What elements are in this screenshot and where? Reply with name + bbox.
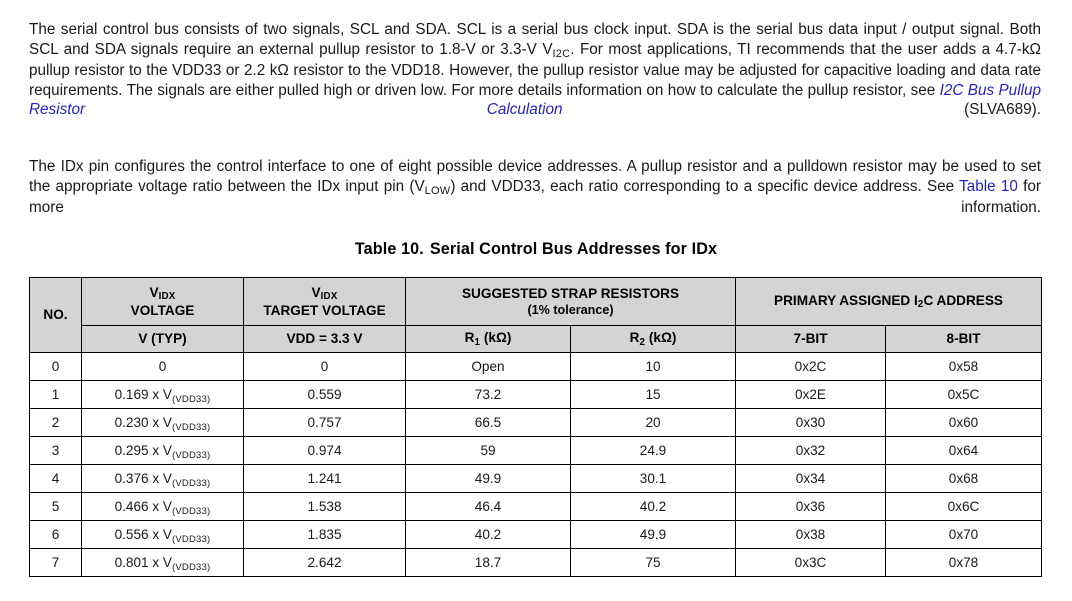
table-row [30, 521, 1042, 549]
table-caption-title: Serial Control Bus Addresses for IDx [429, 240, 718, 258]
column-header-vidx-target-voltage [244, 278, 406, 326]
cell-r1: 49.9 [406, 465, 571, 493]
cell-r2: 15 [571, 381, 736, 409]
table-header-row-secondary [30, 326, 1042, 353]
cell-vidx-voltage [82, 521, 244, 549]
table-caption [0, 240, 1072, 259]
cell-vidx-voltage-value: 0.230 x V [114, 415, 172, 430]
r1-subscript: 1 [474, 336, 481, 348]
paragraph-2-text-part-1: The IDx pin configures the control interface to one of eight possible device addresses. A pullup resistor and a pulldown resistor may be used to set the appropriate voltage ratio between the IDx input pin (V [29, 158, 1041, 195]
table-body [30, 353, 1042, 577]
cell-r2: 10 [571, 353, 736, 381]
column-subheader-v-typ: V (TYP) [82, 326, 244, 353]
cell-vidx-voltage-value: 0.295 x V [114, 443, 172, 458]
vidx-target-subscript: IDX [320, 291, 338, 303]
r2-unit: (kΩ) [645, 330, 677, 345]
cell-target-voltage: 0 [244, 353, 406, 381]
cell-8-bit: 0x64 [886, 437, 1042, 465]
r1-unit: (kΩ) [480, 330, 512, 345]
cell-target-voltage: 2.642 [244, 549, 406, 577]
column-subheader-vdd: VDD = 3.3 V [244, 326, 406, 353]
cell-8-bit: 0x78 [886, 549, 1042, 577]
cell-no: 0 [30, 353, 82, 381]
cell-vidx-voltage-subscript: (VDD33) [172, 449, 211, 461]
cell-target-voltage: 0.974 [244, 437, 406, 465]
cell-no: 6 [30, 521, 82, 549]
subscript-low: LOW [424, 184, 451, 197]
cell-vidx-voltage-subscript: (VDD33) [172, 421, 211, 433]
column-header-vidx-target-line2: TARGET VOLTAGE [263, 302, 386, 318]
r2-subscript: 2 [639, 336, 646, 348]
cell-vidx-voltage [82, 381, 244, 409]
paragraph-1-text-part-2: . For most applications, TI recommends that the user adds a 4.7-kΩ pullup resistor to the VDD33 or 2.2 kΩ resistor to the VDD18. However, the pullup resistor value may be adjusted for capacitive loading and data rate requirements. The signals are either pulled high or driven low. For more details information on how to calculate the pullup resistor, see [29, 40, 1041, 99]
paragraph-idx-pin-addresses [29, 157, 1041, 237]
cell-target-voltage: 1.538 [244, 493, 406, 521]
cell-8-bit: 0x70 [886, 521, 1042, 549]
cell-7-bit: 0x30 [736, 409, 886, 437]
paragraph-serial-control-bus [29, 20, 1041, 140]
cell-r1: Open [406, 353, 571, 381]
column-header-vidx-target-line1 [244, 285, 405, 303]
cell-target-voltage: 1.835 [244, 521, 406, 549]
cell-vidx-voltage-subscript: (VDD33) [172, 393, 211, 405]
cell-8-bit: 0x5C [886, 381, 1042, 409]
address-header-subscript: 2 [917, 299, 924, 311]
strap-resistors-line1: SUGGESTED STRAP RESISTORS [461, 285, 680, 301]
cell-target-voltage: 0.757 [244, 409, 406, 437]
column-subheader-r1 [406, 326, 571, 353]
paragraph-1-text-part-1: The serial control bus consists of two signals, SCL and SDA. SCL is a serial bus clock input. SDA is the serial bus data input / output signal. Both SCL and SDA signals require an external pullup resistor to 1.8-V or 3.3-V V [29, 21, 1041, 58]
paragraph-1-text-part-3: (SLVA689). [562, 101, 1041, 119]
cell-8-bit: 0x68 [886, 465, 1042, 493]
cell-target-voltage: 1.241 [244, 465, 406, 493]
cell-r2: 30.1 [571, 465, 736, 493]
strap-resistors-tolerance: (1% tolerance) [527, 302, 614, 317]
cell-vidx-voltage-value: 0.801 x V [114, 555, 172, 570]
cell-r1: 46.4 [406, 493, 571, 521]
cell-8-bit: 0x6C [886, 493, 1042, 521]
column-header-no: NO. [30, 278, 82, 353]
cell-no: 7 [30, 549, 82, 577]
cell-vidx-voltage-subscript: (VDD33) [172, 477, 211, 489]
table-row [30, 381, 1042, 409]
link-i2c-bus-pullup-resistor-calculation[interactable]: I2C Bus Pullup Resistor Calculation [29, 81, 1042, 119]
paragraph-2-text-part-2: ) and VDD33, each ratio corresponding to a specific device address. See [450, 177, 960, 195]
cell-no: 3 [30, 437, 82, 465]
link-table-10[interactable]: Table 10 [959, 177, 1018, 195]
column-header-suggested-strap-resistors [406, 278, 736, 326]
cell-7-bit: 0x32 [736, 437, 886, 465]
cell-8-bit: 0x60 [886, 409, 1042, 437]
cell-no: 5 [30, 493, 82, 521]
column-subheader-8-bit: 8-BIT [886, 326, 1042, 353]
cell-no: 1 [30, 381, 82, 409]
subscript-i2c: I2C [552, 47, 571, 60]
cell-vidx-voltage-subscript: (VDD33) [172, 505, 211, 517]
cell-vidx-voltage-subscript: (VDD33) [172, 533, 211, 545]
r2-glyph: R [629, 330, 640, 345]
cell-7-bit: 0x34 [736, 465, 886, 493]
cell-7-bit: 0x38 [736, 521, 886, 549]
column-header-vidx-voltage [82, 278, 244, 326]
table-header-row-primary [30, 278, 1042, 326]
address-header-suffix: C ADDRESS [923, 292, 1003, 308]
column-header-vidx-voltage-line1 [82, 285, 243, 303]
cell-vidx-voltage [82, 465, 244, 493]
cell-no: 2 [30, 409, 82, 437]
cell-7-bit: 0x36 [736, 493, 886, 521]
vidx-v-glyph: V [149, 284, 159, 300]
cell-r1: 66.5 [406, 409, 571, 437]
cell-7-bit: 0x2C [736, 353, 886, 381]
table-row [30, 437, 1042, 465]
column-subheader-r2 [571, 326, 736, 353]
cell-r1: 59 [406, 437, 571, 465]
cell-vidx-voltage-value: 0.376 x V [114, 471, 172, 486]
cell-r1: 18.7 [406, 549, 571, 577]
cell-vidx-voltage [82, 549, 244, 577]
cell-r1: 40.2 [406, 521, 571, 549]
table-row [30, 493, 1042, 521]
table-header [30, 278, 1042, 353]
cell-no: 4 [30, 465, 82, 493]
table-caption-label: Table 10. [354, 240, 424, 258]
r1-glyph: R [464, 330, 475, 345]
cell-target-voltage: 0.559 [244, 381, 406, 409]
table-row [30, 549, 1042, 577]
cell-r2: 40.2 [571, 493, 736, 521]
cell-vidx-voltage-value: 0.556 x V [114, 527, 172, 542]
cell-vidx-voltage [82, 409, 244, 437]
cell-r2: 24.9 [571, 437, 736, 465]
table-row [30, 409, 1042, 437]
cell-vidx-voltage [82, 353, 244, 381]
paragraph-2-text-part-3: for more information. [29, 177, 1041, 217]
serial-control-bus-address-table [29, 277, 1042, 577]
cell-7-bit: 0x2E [736, 381, 886, 409]
table-row [30, 353, 1042, 381]
vidx-target-v-glyph: V [311, 284, 321, 300]
cell-7-bit: 0x3C [736, 549, 886, 577]
column-header-vidx-voltage-line2: VOLTAGE [130, 302, 195, 318]
cell-r2: 20 [571, 409, 736, 437]
cell-vidx-voltage-value: 0 [158, 359, 167, 374]
address-header-prefix: PRIMARY ASSIGNED I [774, 292, 918, 308]
cell-vidx-voltage-subscript: (VDD33) [172, 561, 211, 573]
vidx-subscript: IDX [158, 291, 176, 303]
cell-vidx-voltage [82, 437, 244, 465]
cell-vidx-voltage [82, 493, 244, 521]
cell-r2: 49.9 [571, 521, 736, 549]
table-row [30, 465, 1042, 493]
column-subheader-7-bit: 7-BIT [736, 326, 886, 353]
column-header-primary-assigned-i2c-address [736, 278, 1042, 326]
cell-vidx-voltage-value: 0.169 x V [114, 387, 172, 402]
cell-8-bit: 0x58 [886, 353, 1042, 381]
cell-r1: 73.2 [406, 381, 571, 409]
cell-vidx-voltage-value: 0.466 x V [114, 499, 172, 514]
cell-r2: 75 [571, 549, 736, 577]
